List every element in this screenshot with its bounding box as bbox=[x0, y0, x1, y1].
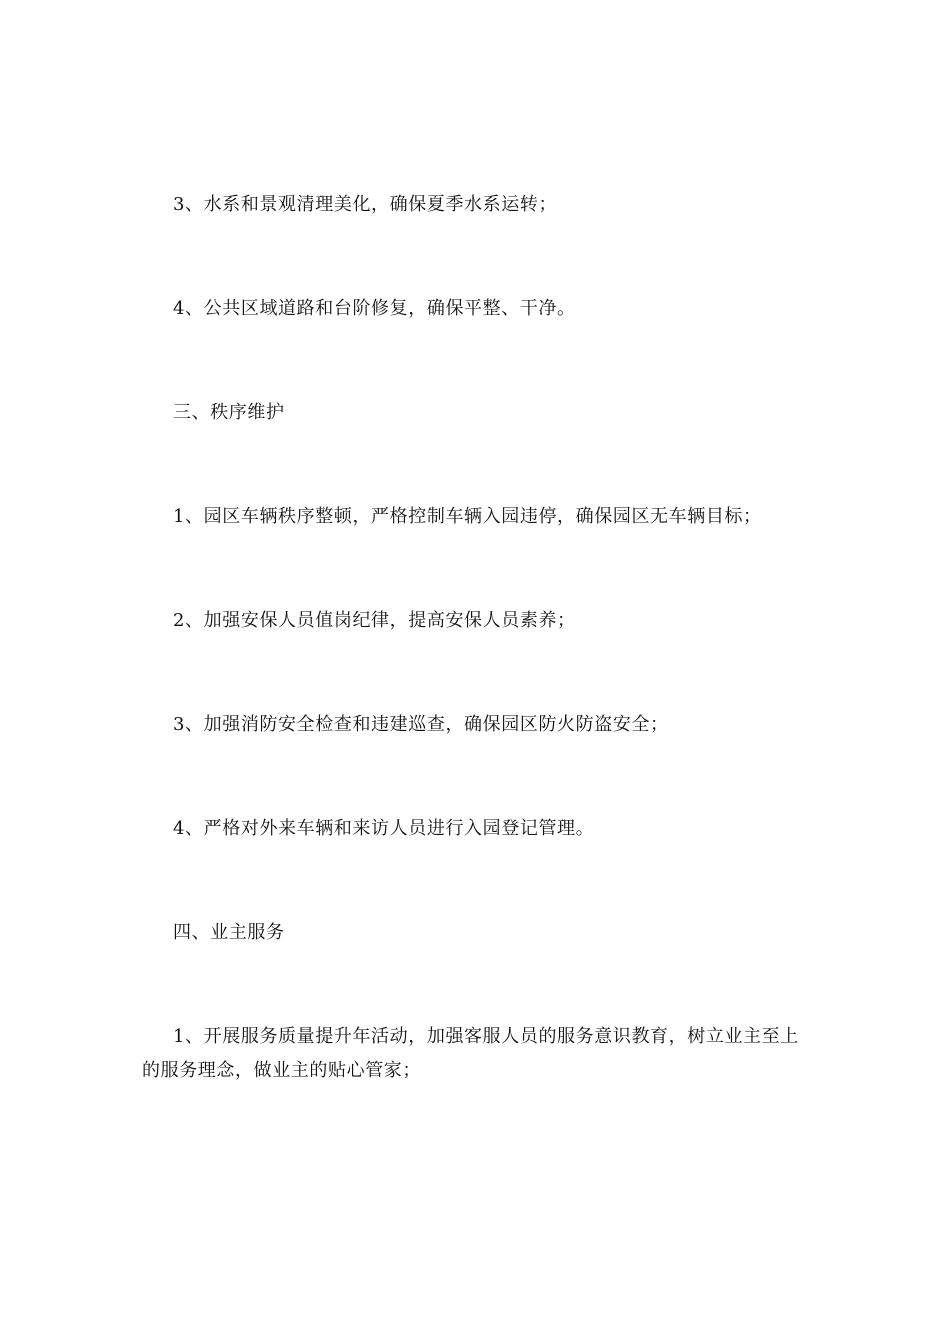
paragraph-landscape-item-3: 3、水系和景观清理美化，确保夏季水系运转； bbox=[173, 194, 558, 215]
paragraph-order-item-3: 3、加强消防安全检查和违建巡查，确保园区防火防盗安全； bbox=[173, 714, 669, 735]
paragraph-order-item-2: 2、加强安保人员值岗纪律，提高安保人员素养； bbox=[173, 610, 576, 631]
paragraph-landscape-item-4: 4、公共区域道路和台阶修复，确保平整、干净。 bbox=[173, 298, 576, 319]
section-heading-order-maintenance: 三、秩序维护 bbox=[173, 402, 285, 423]
paragraph-order-item-1: 1、园区车辆秩序整顿，严格控制车辆入园违停，确保园区无车辆目标； bbox=[173, 506, 762, 527]
paragraph-service-item-1: 1、开展服务质量提升年活动，加强客服人员的服务意识教育，树立业主至上的服务理念，做业主的贴心管家； bbox=[142, 1026, 799, 1081]
section-heading-owner-service: 四、业主服务 bbox=[173, 922, 285, 943]
paragraph-order-item-4: 4、严格对外来车辆和来访人员进行入园登记管理。 bbox=[173, 818, 595, 839]
